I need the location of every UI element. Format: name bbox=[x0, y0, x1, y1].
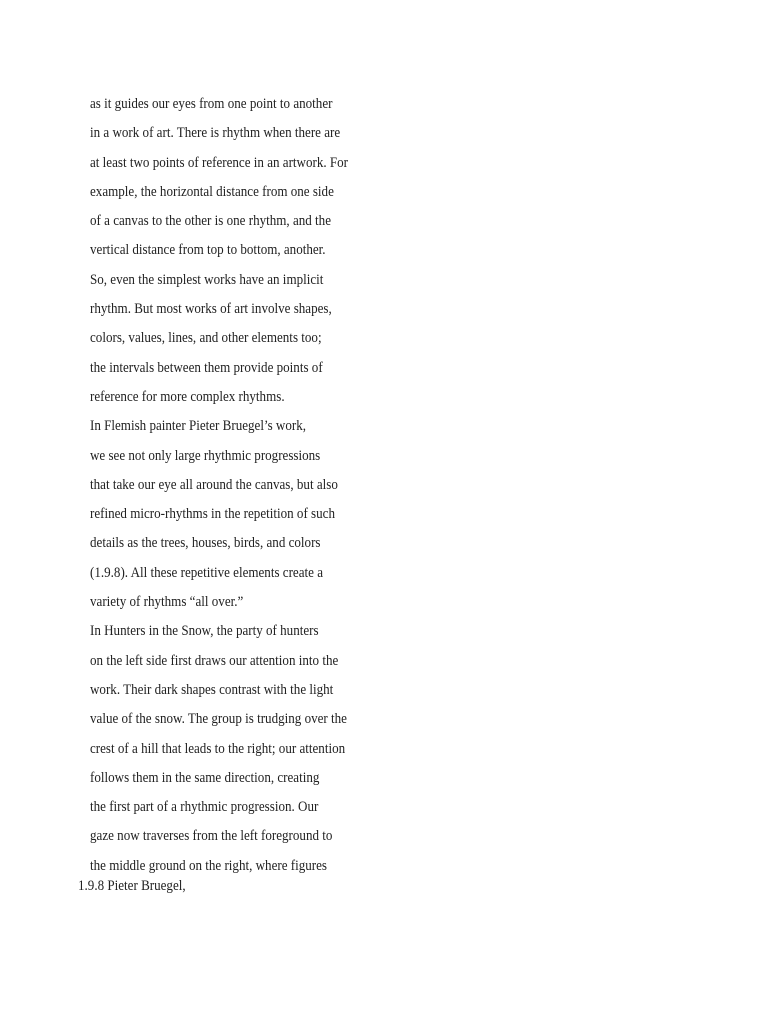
text-line: the middle ground on the right, where figures bbox=[90, 857, 328, 874]
figure-caption: 1.9.8 Pieter Bruegel, bbox=[78, 878, 186, 894]
text-line: rhythm. But most works of art involve shapes, bbox=[90, 301, 332, 318]
text-line: on the left side first draws our attention into the bbox=[90, 652, 339, 669]
text-line: refined micro-rhythms in the repetition of such bbox=[90, 506, 335, 523]
text-line: (1.9.8). All these repetitive elements create a bbox=[90, 564, 323, 581]
text-line: colors, values, lines, and other elements too; bbox=[90, 330, 322, 347]
text-line: work. Their dark shapes contrast with the light bbox=[90, 681, 334, 698]
text-line: example, the horizontal distance from one side bbox=[90, 183, 334, 200]
text-line: the first part of a rhythmic progression. Our bbox=[90, 799, 319, 816]
text-line: vertical distance from top to bottom, another. bbox=[90, 242, 326, 259]
text-line: In Hunters in the Snow, the party of hunters bbox=[90, 623, 319, 640]
text-line: of a canvas to the other is one rhythm, and the bbox=[90, 213, 332, 230]
text-line: as it guides our eyes from one point to another bbox=[90, 96, 333, 112]
text-line: value of the snow. The group is trudging over the bbox=[90, 711, 347, 728]
text-line: reference for more complex rhythms. bbox=[90, 388, 285, 405]
text-line: In Flemish painter Pieter Bruegel’s work, bbox=[90, 418, 307, 435]
text-line: variety of rhythms “all over.” bbox=[90, 594, 244, 611]
text-line: in a work of art. There is rhythm when there are bbox=[90, 125, 341, 142]
body-text bbox=[90, 90, 629, 881]
text-line: details as the trees, houses, birds, and colors bbox=[90, 535, 321, 552]
text-line: gaze now traverses from the left foreground to bbox=[90, 828, 333, 845]
text-line: the intervals between them provide points of bbox=[90, 359, 323, 376]
text-line: crest of a hill that leads to the right; our attention bbox=[90, 740, 346, 757]
text-line: we see not only large rhythmic progressions bbox=[90, 447, 321, 464]
text-line: at least two points of reference in an artwork. For bbox=[90, 154, 349, 171]
text-line: So, even the simplest works have an implicit bbox=[90, 271, 324, 288]
text-line: that take our eye all around the canvas, but also bbox=[90, 476, 338, 493]
text-line: follows them in the same direction, creating bbox=[90, 769, 320, 786]
